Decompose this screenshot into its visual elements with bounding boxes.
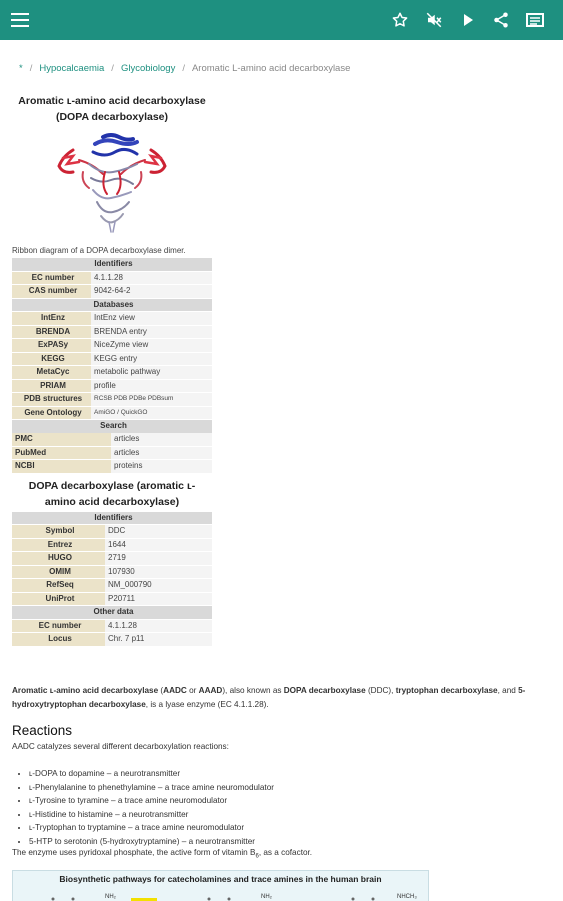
list-item: • ʟ-Phenylalanine to phenethylamine – a trace amine neuromodulator — [29, 781, 274, 795]
star-icon[interactable] — [388, 8, 412, 32]
row-value[interactable]: proteins — [111, 460, 212, 473]
table-row — [12, 579, 212, 592]
list-item: • ʟ-Histidine to histamine – a neurotransmitter — [29, 808, 274, 822]
reactions-lead: AADC catalyzes several different decarboxylation reactions: — [12, 742, 229, 751]
breadcrumb-link[interactable]: Hypocalcaemia — [39, 63, 105, 74]
row-label: ExPASy — [12, 339, 91, 352]
row-label: NCBI — [12, 460, 111, 473]
table-row — [12, 447, 212, 460]
row-value[interactable]: IntEnz view — [91, 312, 212, 325]
amine-label: NHCH₃ — [397, 894, 417, 900]
infobox-title-line: DOPA decarboxylase (aromatic ʟ- — [28, 479, 196, 492]
row-value[interactable]: articles — [111, 433, 212, 446]
row-label: HUGO — [12, 552, 105, 565]
table-row — [12, 433, 212, 446]
breadcrumb-home[interactable]: * — [19, 63, 23, 74]
infobox-title-line: (DOPA decarboxylase) — [55, 111, 169, 123]
row-value[interactable]: P20711 — [105, 593, 212, 606]
row-label: PMC — [12, 433, 111, 446]
table-row — [12, 620, 212, 633]
bold-term: Aromatic ʟ-amino acid decarboxylase — [12, 686, 159, 695]
pathway-title: Biosynthetic pathways for catecholamines and trace amines in the human brain — [59, 874, 382, 884]
table-row — [12, 366, 212, 379]
text: The enzyme uses pyridoxal phosphate, the active form of vitamin B — [12, 848, 256, 857]
text: , and — [497, 686, 519, 695]
list-item: • ʟ-DOPA to dopamine – a neurotransmitter — [29, 767, 274, 781]
infobox-table — [12, 257, 212, 434]
row-value[interactable]: Chr. 7 p11 — [105, 633, 212, 646]
row-value[interactable]: profile — [91, 380, 212, 393]
bold-term: tryptophan decarboxylase — [395, 686, 498, 695]
infobox — [12, 93, 212, 647]
table-row — [12, 326, 212, 339]
play-icon[interactable] — [456, 8, 480, 32]
atom-dot — [52, 898, 55, 901]
row-label: BRENDA — [12, 326, 91, 339]
row-value[interactable]: DDC — [105, 525, 212, 538]
table-row — [12, 633, 212, 646]
table-row — [12, 312, 212, 325]
amine-label: NH₂ — [261, 894, 272, 900]
row-value[interactable]: 4.1.1.28 — [105, 620, 212, 633]
row-label: Entrez — [12, 539, 105, 552]
table-row — [12, 353, 212, 366]
reactions-list — [12, 767, 274, 848]
row-label: OMIM — [12, 566, 105, 579]
text: , is a lyase enzyme (EC 4.1.1.28). — [145, 699, 269, 709]
table-row — [12, 380, 212, 393]
table-row — [12, 407, 212, 420]
row-value[interactable]: articles — [111, 447, 212, 460]
protein-ribbon-image[interactable] — [12, 128, 212, 240]
section-header: Identifiers — [12, 512, 212, 525]
section-header: Search — [12, 420, 212, 433]
intro-paragraph — [12, 684, 547, 711]
row-value[interactable]: 9042-64-2 — [91, 285, 212, 298]
text: or — [186, 686, 199, 695]
row-value[interactable]: 4.1.1.28 — [91, 272, 212, 285]
gene-infobox-table — [12, 511, 212, 647]
infobox-title — [12, 93, 212, 125]
infobox-title-line: Aromatic ʟ-amino acid decarboxylase — [18, 95, 206, 107]
row-label: UniProt — [12, 593, 105, 606]
row-value[interactable]: 107930 — [105, 566, 212, 579]
row-label: MetaCyc — [12, 366, 91, 379]
gene-infobox-title — [12, 478, 212, 510]
reader-icon[interactable] — [523, 8, 547, 32]
breadcrumb-link[interactable]: Glycobiology — [120, 63, 176, 74]
subscript: 6 — [255, 853, 259, 860]
row-label: CAS number — [12, 285, 91, 298]
row-label: Symbol — [12, 525, 105, 538]
atom-dot — [352, 898, 355, 901]
list-item: • ʟ-Tyrosine to tyramine – a trace amine neuromodulator — [29, 794, 274, 808]
section-header: Other data — [12, 606, 212, 619]
section-header: Databases — [12, 299, 212, 312]
row-label: PDB structures — [12, 393, 91, 406]
row-label: KEGG — [12, 353, 91, 366]
bold-term: DOPA decarboxylase — [283, 686, 366, 695]
pathway-structures — [13, 887, 428, 901]
row-value[interactable]: 2719 — [105, 552, 212, 565]
bold-term: AAAD — [198, 686, 223, 695]
table-row — [12, 460, 212, 473]
infobox-title-line: amino acid decarboxylase) — [44, 495, 180, 508]
list-item: • ʟ-Tryptophan to tryptamine – a trace amine neuromodulator — [29, 821, 274, 835]
bold-term: 5-hydroxytryptophan decarboxylase — [12, 686, 526, 709]
atom-dot — [228, 898, 231, 901]
row-value[interactable]: 1644 — [105, 539, 212, 552]
infobox-search-table — [12, 432, 212, 474]
row-label: PubMed — [12, 447, 111, 460]
table-row — [12, 525, 212, 538]
row-value[interactable]: NiceZyme view — [91, 339, 212, 352]
row-value[interactable]: KEGG entry — [91, 353, 212, 366]
text: (DDC), — [365, 686, 396, 695]
row-value[interactable]: BRENDA entry — [91, 326, 212, 339]
row-label: RefSeq — [12, 579, 105, 592]
table-row — [12, 566, 212, 579]
infobox-caption: Ribbon diagram of a DOPA decarboxylase dimer. — [12, 246, 186, 255]
app-toolbar — [0, 0, 563, 40]
row-value[interactable]: RCSB PDB PDBe PDBsum — [91, 393, 212, 406]
text: , as a cofactor. — [258, 848, 313, 857]
breadcrumb-current: Aromatic L-amino acid decarboxylase — [191, 63, 351, 74]
table-row — [12, 393, 212, 406]
table-row — [12, 593, 212, 606]
table-row — [12, 285, 212, 298]
row-value[interactable]: metabolic pathway — [91, 366, 212, 379]
bold-term: AADC — [163, 686, 187, 695]
share-icon[interactable] — [489, 8, 513, 32]
atom-dot — [372, 898, 375, 901]
table-row — [12, 339, 212, 352]
row-label: EC number — [12, 620, 105, 633]
row-label: EC number — [12, 272, 91, 285]
menu-icon[interactable] — [8, 8, 32, 32]
table-row — [12, 539, 212, 552]
atom-dot — [208, 898, 211, 901]
volume-off-icon[interactable] — [422, 8, 446, 32]
text: ( — [158, 686, 164, 695]
row-label: IntEnz — [12, 312, 91, 325]
row-value[interactable]: NM_000790 — [105, 579, 212, 592]
table-row — [12, 552, 212, 565]
row-label: Locus — [12, 633, 105, 646]
list-item: • 5-HTP to serotonin (5-hydroxytryptamine) – a neurotransmitter — [29, 835, 274, 849]
text: ), also known as — [222, 686, 284, 695]
row-label: Gene Ontology — [12, 407, 91, 420]
amine-label: NH₂ — [105, 894, 116, 900]
breadcrumb: * / Hypocalcaemia / Glycobiology / Aromatic L-amino acid decarboxylase — [19, 63, 351, 74]
section-heading: Reactions — [12, 723, 73, 738]
atom-dot — [72, 898, 75, 901]
table-row — [12, 272, 212, 285]
row-value[interactable]: AmiGO / QuickGO — [91, 407, 212, 420]
section-header: Identifiers — [12, 258, 212, 271]
pathway-diagram[interactable] — [12, 870, 429, 901]
row-label: PRIAM — [12, 380, 91, 393]
cofactor-paragraph — [12, 848, 312, 860]
